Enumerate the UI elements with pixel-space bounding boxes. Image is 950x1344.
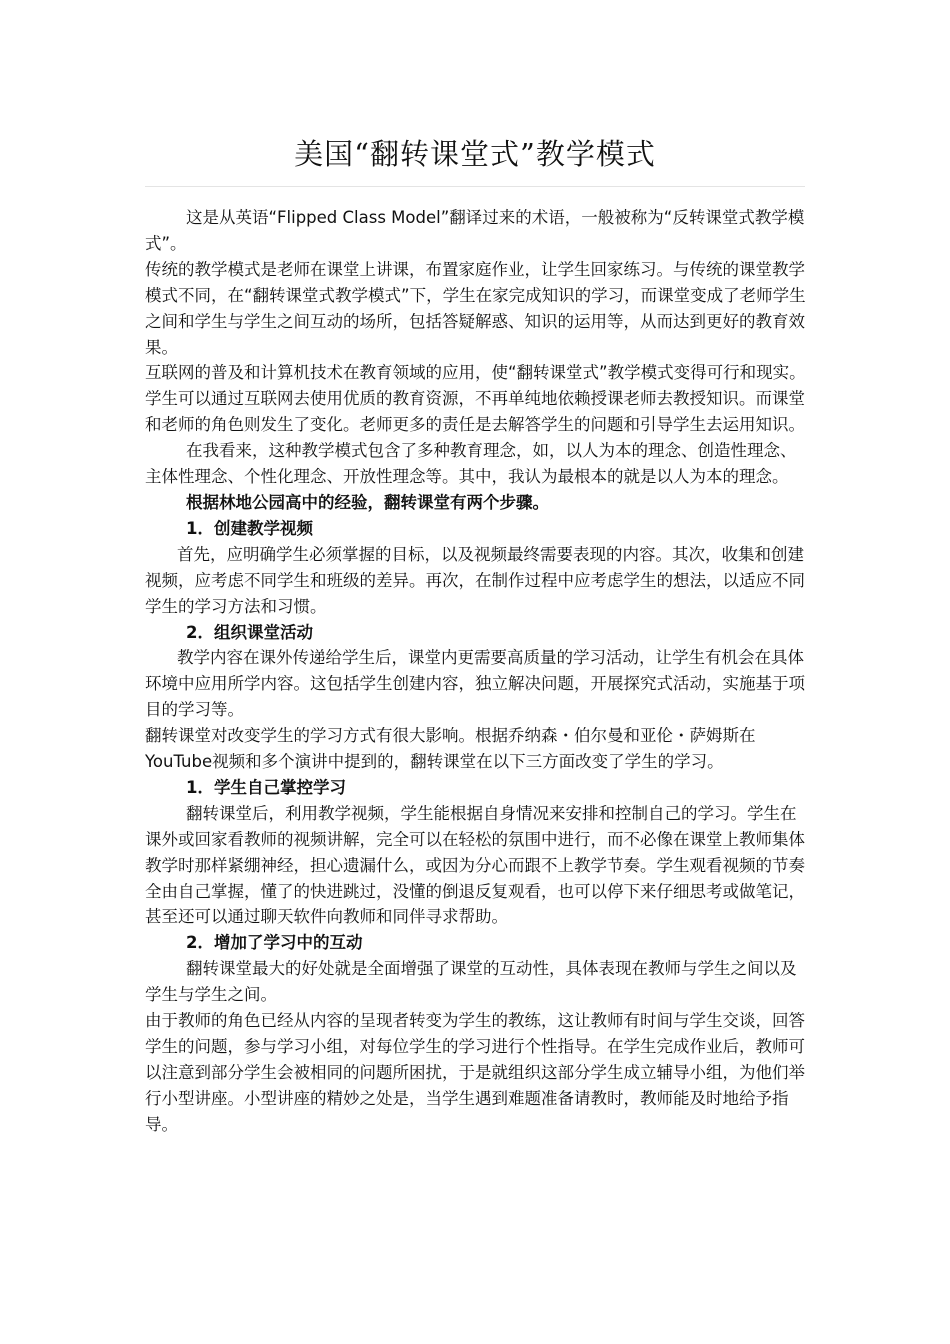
paragraph-opinion: 在我看来，这种教学模式包含了多种教育理念，如，以人为本的理念、创造性理念、主体性理念、个性化理念、开放性理念等。其中，我认为最根本的就是以人为本的理念。 [145,441,797,487]
heading-interaction: 2．增加了学习中的互动 [186,933,363,953]
heading-two-steps: 根据林地公园高中的经验，翻转课堂有两个步骤。 [186,492,549,512]
paragraph-traditional: 传统的教学模式是老师在课堂上讲课，布置家庭作业，让学生回家练习。与传统的课堂教学模式不同，在“翻转课堂式教学模式”下，学生在家完成知识的学习，而课堂变成了老师学生之间和学生与学生之间互动的场所，包括答疑解惑、知识的运用等，从而达到更好的教育效果。 [145,259,806,357]
paragraph-internet: 互联网的普及和计算机技术在教育领域的应用，使“翻转课堂式”教学模式变得可行和现实。学生可以通过互联网去使用优质的教育资源，不再单纯地依赖授课老师去教授知识。而课堂和老师的角色则发生了变化。老师更多的责任是去解答学生的问题和引导学生去运用知识。 [145,363,806,435]
paragraph-step-1: 首先，应明确学生必须掌握的目标，以及视频最终需要表现的内容。其次，收集和创建视频，应考虑不同学生和班级的差异。再次，在制作过程中应考虑学生的想法，以适应不同学生的学习方法和习惯。 [145,544,805,616]
heading-self-control: 1．学生自己掌控学习 [186,777,346,797]
paragraph-interaction: 翻转课堂最大的好处就是全面增强了课堂的互动性，具体表现在教师与学生之间以及学生与学生之间。 [145,959,797,1005]
paragraph-impact: 翻转课堂对改变学生的学习方式有很大影响。根据乔纳森・伯尔曼和亚伦・萨姆斯在YouTube视频和多个演讲中提到的，翻转课堂在以下三方面改变了学生的学习。 [145,726,756,772]
paragraph-step-2: 教学内容在课外传递给学生后，课堂内更需要高质量的学习活动，让学生有机会在具体环境中应用所学内容。这包括学生创建内容，独立解决问题，开展探究式活动，实施基于项目的学习等。 [145,648,805,720]
paragraph-self-control: 翻转课堂后，利用教学视频，学生能根据自身情况来安排和控制自己的学习。学生在课外或回家看教师的视频讲解，完全可以在轻松的氛围中进行，而不必像在课堂上教师集体教学时那样紧绷神经，担心遗漏什么，或因为分心而跟不上教学节奏。学生观看视频的节奏全由自己掌握，懂了的快进跳过，没懂的倒退反复观看，也可以停下来仔细思考或做笔记，甚至还可以通过聊天软件向教师和同伴寻求帮助。 [145,803,805,927]
document-title: 美国“翻转课堂式”教学模式 [294,137,656,171]
paragraph-intro: 这是从英语“Flipped Class Model”翻译过来的术语，一般被称为“反转课堂式教学模式”。 [145,208,805,253]
document-body [145,205,809,1138]
title-divider [145,186,805,187]
paragraph-teacher-role: 由于教师的角色已经从内容的呈现者转变为学生的教练，这让教师有时间与学生交谈，回答学生的问题，参与学习小组，对每位学生的学习进行个性指导。在学生完成作业后，教师可以注意到部分学生会被相同的问题所困扰，于是就组织这部分学生成立辅导小组，为他们举行小型讲座。小型讲座的精妙之处是，当学生遇到难题准备请教时，教师能及时地给予指导。 [145,1011,805,1134]
heading-step-1: 1．创建教学视频 [186,518,313,538]
heading-step-2: 2．组织课堂活动 [186,622,313,642]
